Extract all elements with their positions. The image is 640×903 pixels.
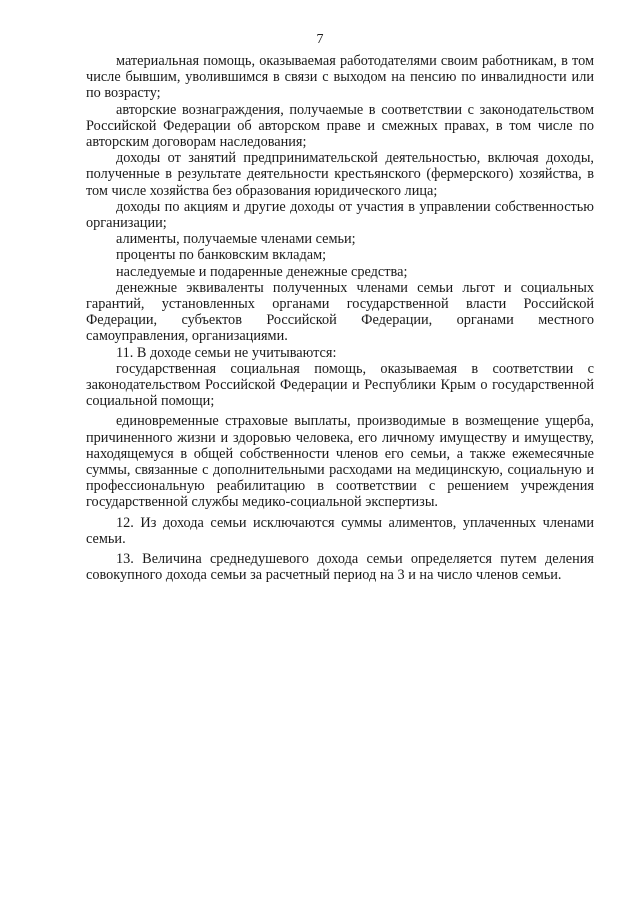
page-number: 7 (316, 32, 324, 47)
section-11-heading: 11. В доходе семьи не учитываются: (116, 344, 337, 361)
paragraph-benefit-equivalents: денежные эквиваленты полученных членами семьи льгот и социальных гарантий, установленных органами государственной власти Российской Федерации, субъектов Российской Федерации, органами местного самоуправления, организациями. (86, 279, 594, 345)
document-body (86, 53, 594, 584)
paragraph-author-fees: авторские вознаграждения, получаемые в соответствии с законодательством Российской Федерации об авторском праве и смежных правах, в том числе по авторским договорам наследования; (86, 101, 594, 151)
paragraph-material-aid: материальная помощь, оказываемая работодателями своим работникам, в том числе бывшим, уволившимся в связи с выходом на пенсию по инвалидности или по возрасту; (86, 53, 594, 102)
paragraph-insurance-payments: единовременные страховые выплаты, производимые в возмещение ущерба, причиненного жизни и здоровью человека, его личному имуществу и имуществу, находящемуся в общей собственности членов его семьи, а также ежемесячные суммы, связанные с дополнительными расходами на медицинскую, социальную и профессиональную реабилитацию в соответствии с решением учреждения государственной службы медико-социальной экспертизы. (86, 413, 594, 511)
section-12: 12. Из дохода семьи исключаются суммы алиментов, уплаченных членами семьи. (86, 514, 594, 547)
paragraph-alimony: алименты, получаемые членами семьи; (116, 231, 356, 248)
paragraph-bank-interest: проценты по банковским вкладам; (116, 247, 327, 264)
paragraph-state-social-aid: государственная социальная помощь, оказываемая в соответствии с законодательством Российской Федерации и Республики Крым о государственной социальной помощи; (86, 360, 594, 410)
paragraph-inherited-funds: наследуемые и подаренные денежные средства; (116, 263, 408, 280)
section-13: 13. Величина среднедушевого дохода семьи определяется путем деления совокупного дохода семьи за расчетный период на 3 и на число членов семьи. (86, 551, 594, 584)
paragraph-business-income: доходы от занятий предпринимательской деятельностью, включая доходы, полученные в результате деятельности крестьянского (фермерского) хозяйства, в том числе хозяйства без образования юридического лица; (86, 150, 594, 199)
paragraph-share-income: доходы по акциям и другие доходы от участия в управлении собственностью организации; (86, 198, 594, 232)
